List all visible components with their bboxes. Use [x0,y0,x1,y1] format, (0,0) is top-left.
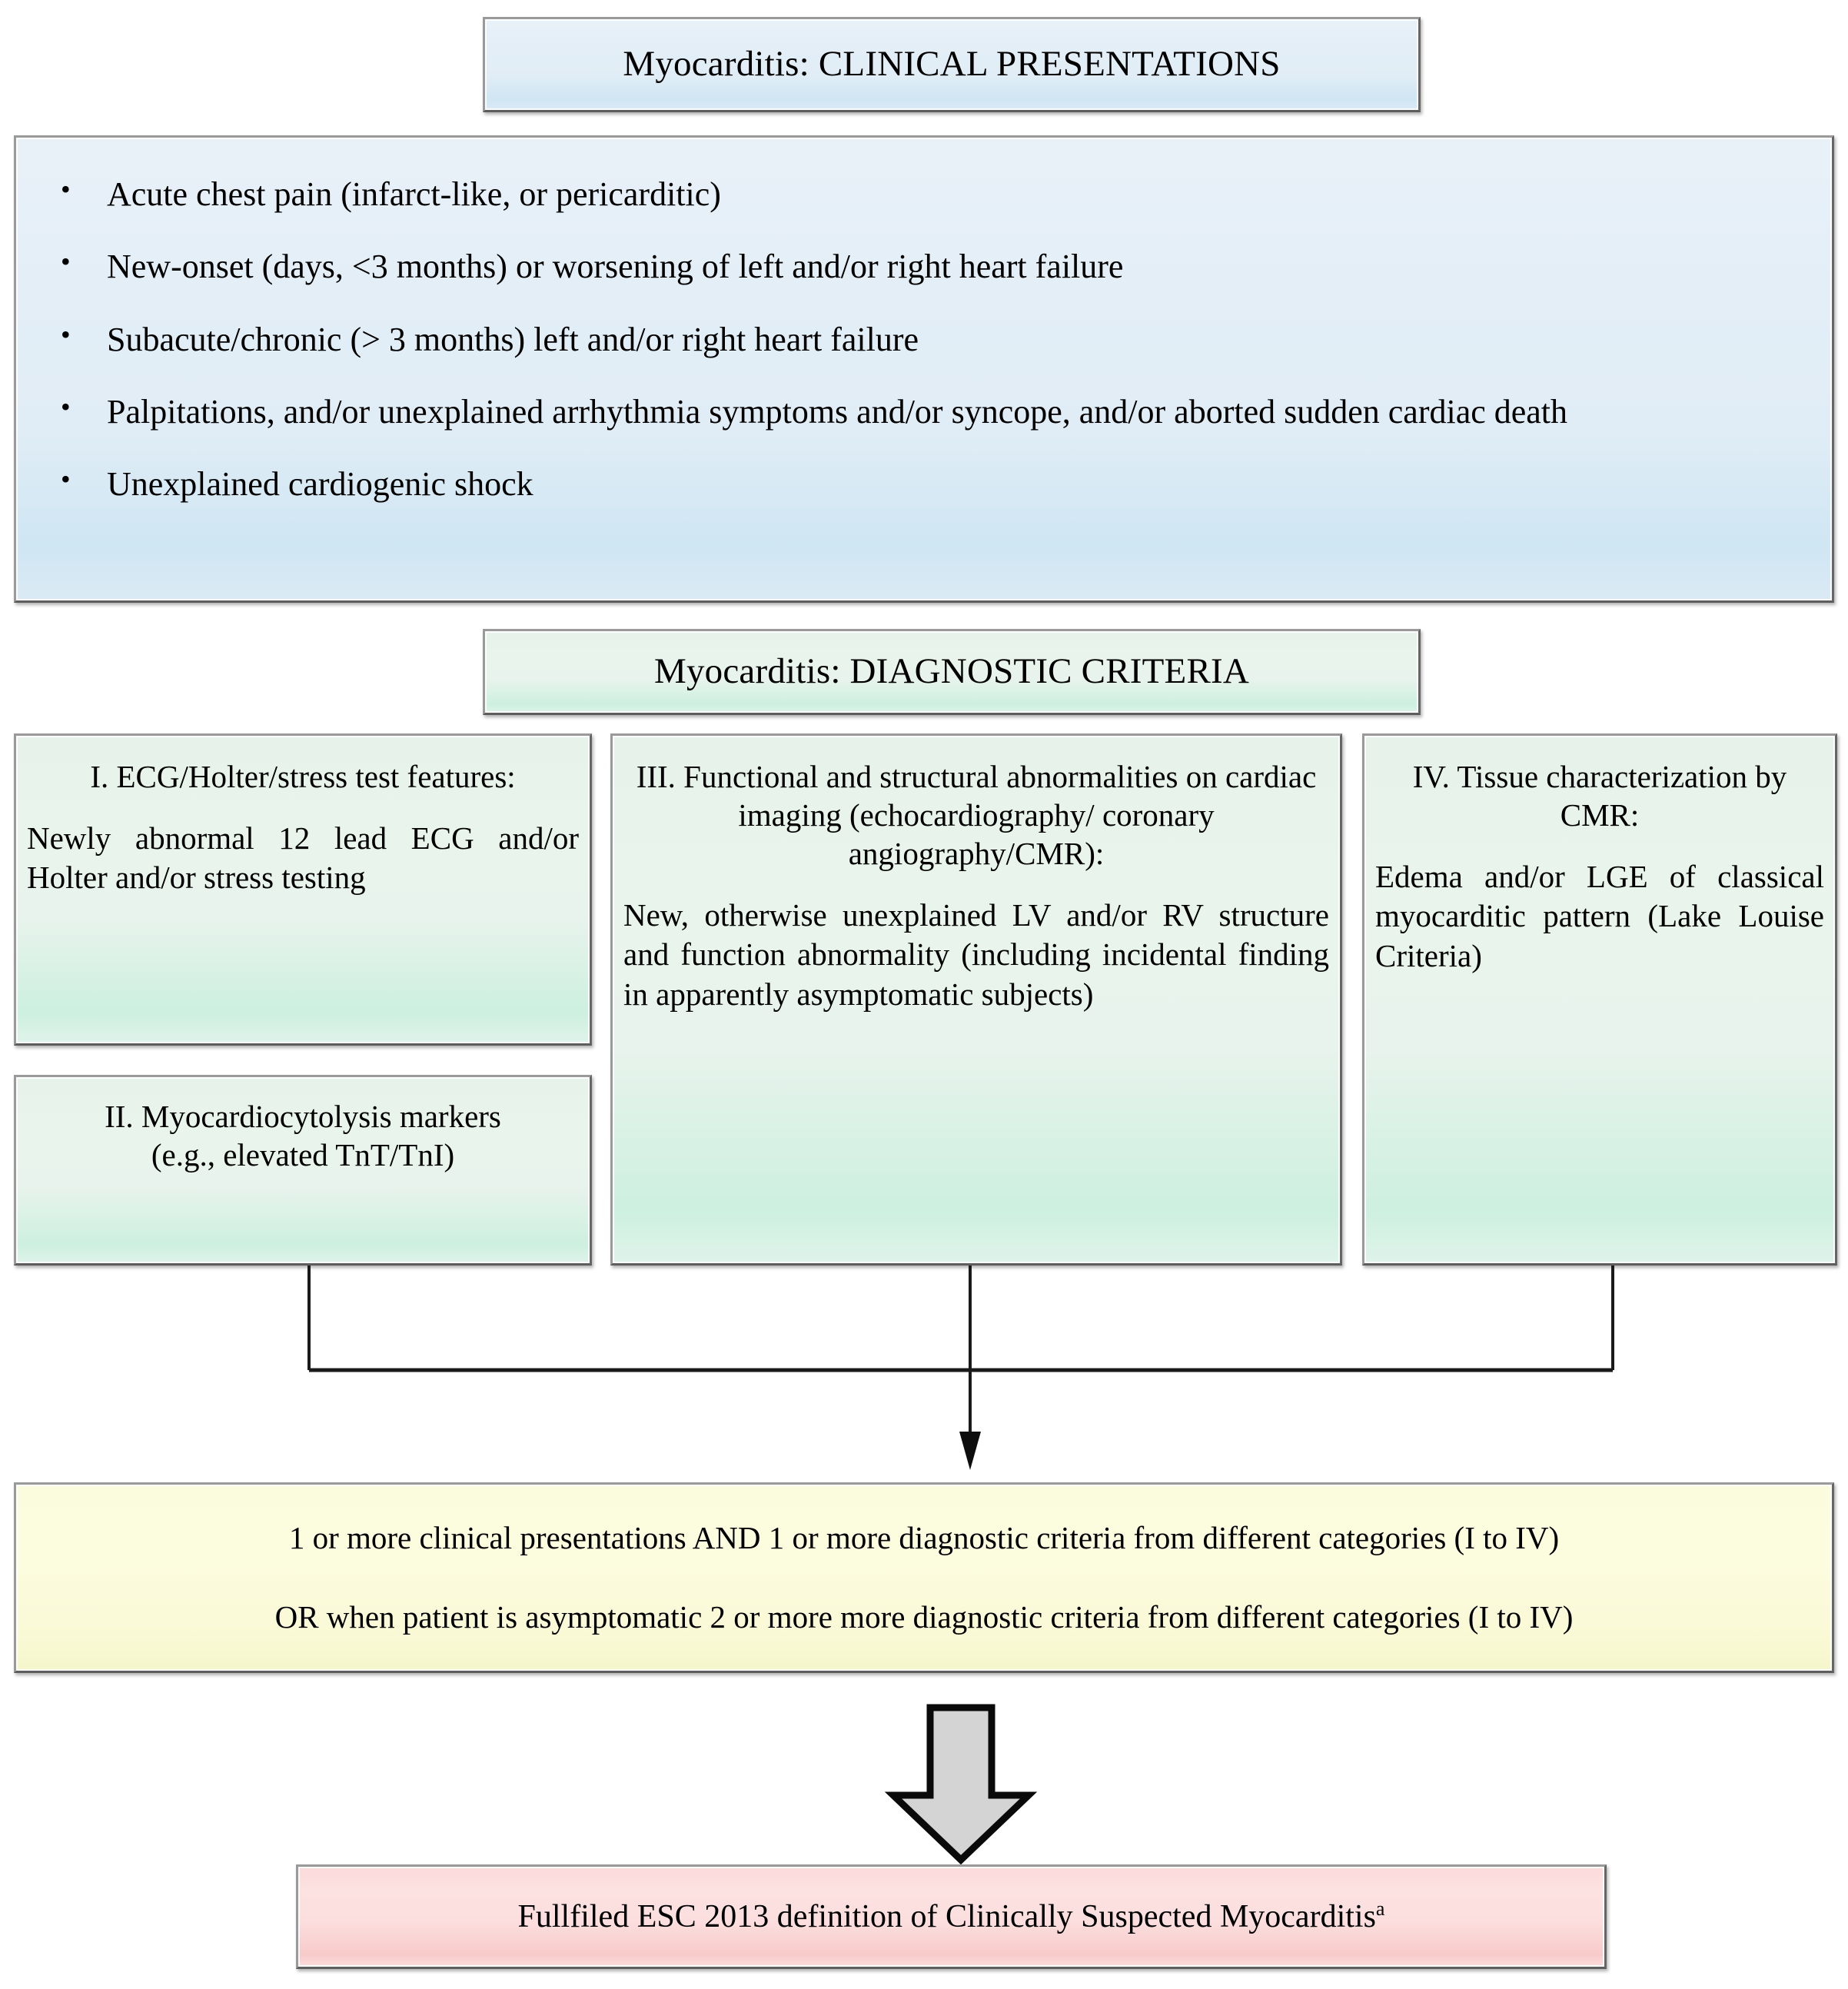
criteria-box-i-body: Newly abnormal 12 lead ECG and/or Holter and/or stress testing [27,820,579,896]
conclusion-box [296,1864,1607,1969]
spacer [16,796,590,819]
list-item: • Subacute/chronic (> 3 months) left and/or right heart failure [53,318,1803,361]
criteria-box-i-heading: I. ECG/Holter/stress test features: [90,759,516,794]
clinical-presentations-title: Myocarditis: CLINICAL PRESENTATIONS [623,44,1281,85]
criteria-box-iv-body: Edema and/or LGE of classical myocarditic pattern (Lake Louise Criteria) [1375,859,1824,973]
criteria-box-ii [14,1075,592,1266]
clinical-presentations-box [14,135,1834,603]
list-item: • Unexplained cardiogenic shock [53,463,1803,506]
list-item: • Acute chest pain (infarct-like, or pericarditic) [53,173,1803,216]
clinical-presentations-title-box [483,17,1421,112]
list-item: • New-onset (days, <3 months) or worsening of left and/or right heart failure [53,245,1803,288]
spacer [613,873,1340,896]
summary-line-2: OR when patient is asymptomatic 2 or more more diagnostic criteria from different categories (I to IV) [274,1599,1574,1635]
clinical-presentations-list [16,173,1832,507]
list-item: • Palpitations, and/or unexplained arrhythmia symptoms and/or syncope, and/or aborted sudden cardiac death [53,391,1803,434]
criteria-box-i [14,733,592,1046]
criteria-box-iii-heading: III. Functional and structural abnormalities on cardiac imaging (echocardiography/ coronary angiography/CMR): [636,759,1317,872]
spacer [1364,834,1835,857]
diagnostic-criteria-title-box [483,629,1421,715]
conclusion-text [298,1898,1604,1934]
criteria-box-iv [1362,733,1837,1266]
criteria-box-iv-heading: IV. Tissue characterization by CMR: [1412,759,1787,833]
conclusion-label: Fullfiled ESC 2013 definition of Clinically Suspected Myocarditis [517,1899,1376,1935]
conclusion-superscript: a [1375,1898,1385,1921]
criteria-box-iii [610,733,1342,1266]
summary-box [14,1482,1834,1673]
diagnostic-criteria-title: Myocarditis: DIAGNOSTIC CRITERIA [653,651,1249,692]
criteria-box-iii-body: New, otherwise unexplained LV and/or RV structure and function abnormality (including incidental finding in apparently asymptomatic subjects) [623,897,1329,1012]
summary-line-1: 1 or more clinical presentations AND 1 or more diagnostic criteria from different categories (I to IV) [288,1519,1560,1555]
criteria-box-ii-body: (e.g., elevated TnT/TnI) [151,1137,455,1173]
criteria-box-ii-heading: II. Myocardiocytolysis markers [105,1099,501,1134]
